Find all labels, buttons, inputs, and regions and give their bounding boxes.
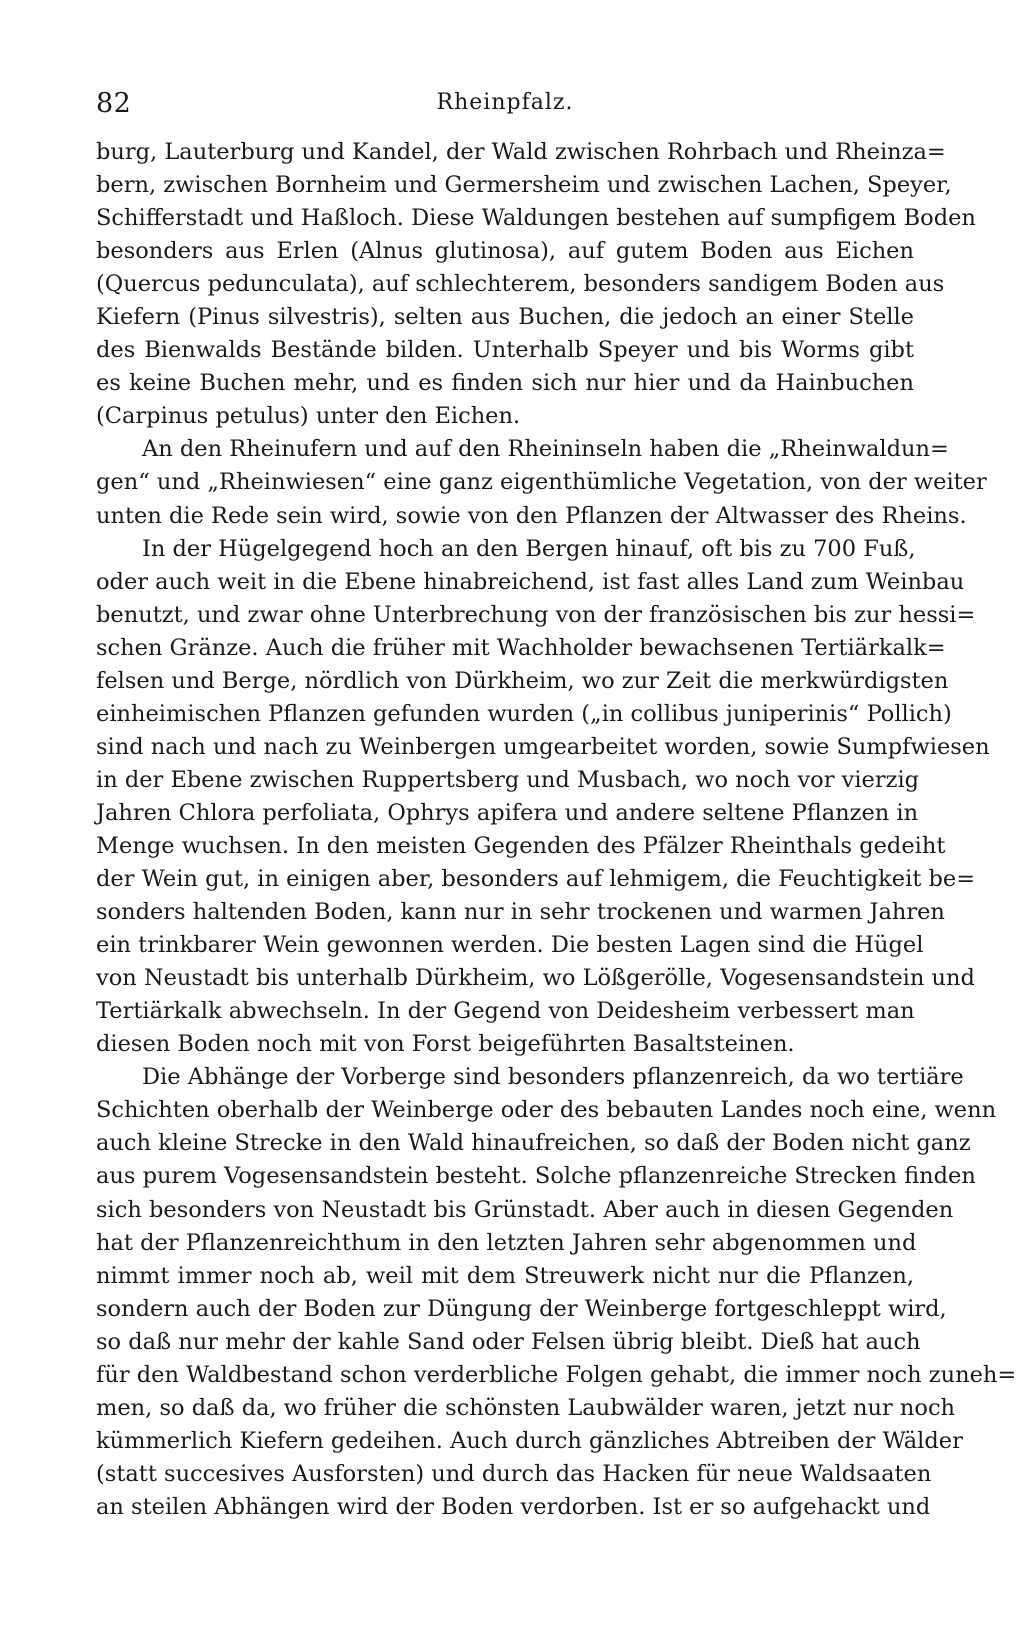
text-line: unten die Rede sein wird, sowie von den Pflanzen der Altwasser des Rheins. — [96, 502, 967, 529]
text-line: Schifferstadt und Haßloch. Diese Waldungen bestehen auf sumpfigem Boden — [96, 205, 976, 232]
text-line: nimmt immer noch ab, weil mit dem Streuwerk nicht nur die Pflanzen, — [96, 1262, 914, 1289]
text-line: hat der Pflanzenreichthum in den letzten Jahren sehr abgenommen und — [96, 1229, 917, 1256]
text-line: Die Abhänge der Vorberge sind besonders pflanzenreich, da wo tertiäre — [142, 1064, 964, 1091]
text-line: oder auch weit in die Ebene hinabreichend, ist fast alles Land zum Weinbau — [96, 568, 965, 595]
text-line: besonders aus Erlen (Alnus glutinosa), auf gutem Boden aus Eichen — [96, 238, 914, 265]
text-line: der Wein gut, in einigen aber, besonders auf lehmigem, die Feuchtigkeit be= — [96, 866, 976, 893]
text-line: diesen Boden noch mit von Forst beigeführten Basaltsteinen. — [96, 1031, 795, 1058]
text-line: Tertiärkalk abwechseln. In der Gegend von Deidesheim verbessert man — [96, 998, 915, 1025]
text-line: felsen und Berge, nördlich von Dürkheim, wo zur Zeit die merkwürdigsten — [96, 667, 949, 694]
text-line: kümmerlich Kiefern gedeihen. Auch durch gänzliches Abtreiben der Wälder — [96, 1427, 963, 1454]
text-line: burg, Lauterburg und Kandel, der Wald zwischen Rohrbach und Rheinza= — [96, 139, 946, 165]
text-line: so daß nur mehr der kahle Sand oder Felsen übrig bleibt. Dieß hat auch — [96, 1328, 921, 1355]
text-line: des Bienwalds Bestände bilden. Unterhalb Speyer und bis Worms gibt — [96, 337, 914, 364]
text-line: Menge wuchsen. In den meisten Gegenden des Pfälzer Rheinthals gedeiht — [96, 832, 946, 859]
text-line: schen Gränze. Auch die früher mit Wachholder bewachsenen Tertiärkalk= — [96, 634, 946, 661]
text-line: sind nach und nach zu Weinbergen umgearbeitet worden, sowie Sumpfwiesen — [96, 733, 990, 760]
text-line: benutzt, und zwar ohne Unterbrechung von der französischen bis zur hessi= — [96, 601, 976, 628]
body-text — [96, 136, 1016, 1524]
text-line: gen“ und „Rheinwiesen“ eine ganz eigenthümliche Vegetation, von der weiter — [96, 469, 987, 496]
text-line: einheimischen Pflanzen gefunden wurden („in collibus juniperinis“ Pollich) — [96, 700, 952, 727]
text-line: sich besonders von Neustadt bis Grünstadt. Aber auch in diesen Gegenden — [96, 1196, 954, 1223]
text-line: es keine Buchen mehr, und es finden sich nur hier und da Hainbuchen — [96, 370, 914, 397]
text-line: für den Waldbestand schon verderbliche Folgen gehabt, die immer noch zuneh= — [96, 1361, 1016, 1388]
text-line: von Neustadt bis unterhalb Dürkheim, wo Lößgerölle, Vogesensandstein und — [96, 965, 975, 992]
text-line: an steilen Abhängen wird der Boden verdorben. Ist er so aufgehackt und — [96, 1493, 931, 1520]
page-number: 82 — [96, 88, 132, 119]
text-line: An den Rheinufern und auf den Rheininseln haben die „Rheinwaldun= — [142, 436, 949, 463]
text-line: Schichten oberhalb der Weinberge oder des bebauten Landes noch eine, wenn — [96, 1097, 997, 1124]
text-line: In der Hügelgegend hoch an den Bergen hinauf, oft bis zu 700 Fuß, — [142, 535, 916, 562]
text-line: in der Ebene zwischen Ruppertsberg und Musbach, wo noch vor vierzig — [96, 766, 920, 793]
page-header — [96, 88, 914, 128]
text-line: aus purem Vogesensandstein besteht. Solche pflanzenreiche Strecken finden — [96, 1163, 976, 1190]
text-line: (Quercus pedunculata), auf schlechterem, besonders sandigem Boden aus — [96, 271, 945, 298]
text-line: Jahren Chlora perfoliata, Ophrys apifera und andere seltene Pflanzen in — [96, 799, 919, 826]
text-line: Kiefern (Pinus silvestris), selten aus Buchen, die jedoch an einer Stelle — [96, 304, 914, 331]
text-line: bern, zwischen Bornheim und Germersheim und zwischen Lachen, Speyer, — [96, 172, 952, 199]
text-line: ein trinkbarer Wein gewonnen werden. Die besten Lagen sind die Hügel — [96, 932, 924, 959]
text-line: sondern auch der Boden zur Düngung der Weinberge fortgeschleppt wird, — [96, 1295, 947, 1322]
text-line: sonders haltenden Boden, kann nur in sehr trockenen und warmen Jahren — [96, 899, 945, 926]
text-line: auch kleine Strecke in den Wald hinaufreichen, so daß der Boden nicht ganz — [96, 1130, 971, 1157]
text-line: (Carpinus petulus) unter den Eichen. — [96, 403, 521, 430]
text-line: (statt succesives Ausforsten) und durch das Hacken für neue Waldsaaten — [96, 1460, 932, 1487]
running-title: Rheinpfalz. — [436, 90, 574, 115]
text-line: men, so daß da, wo früher die schönsten Laubwälder waren, jetzt nur noch — [96, 1394, 956, 1421]
